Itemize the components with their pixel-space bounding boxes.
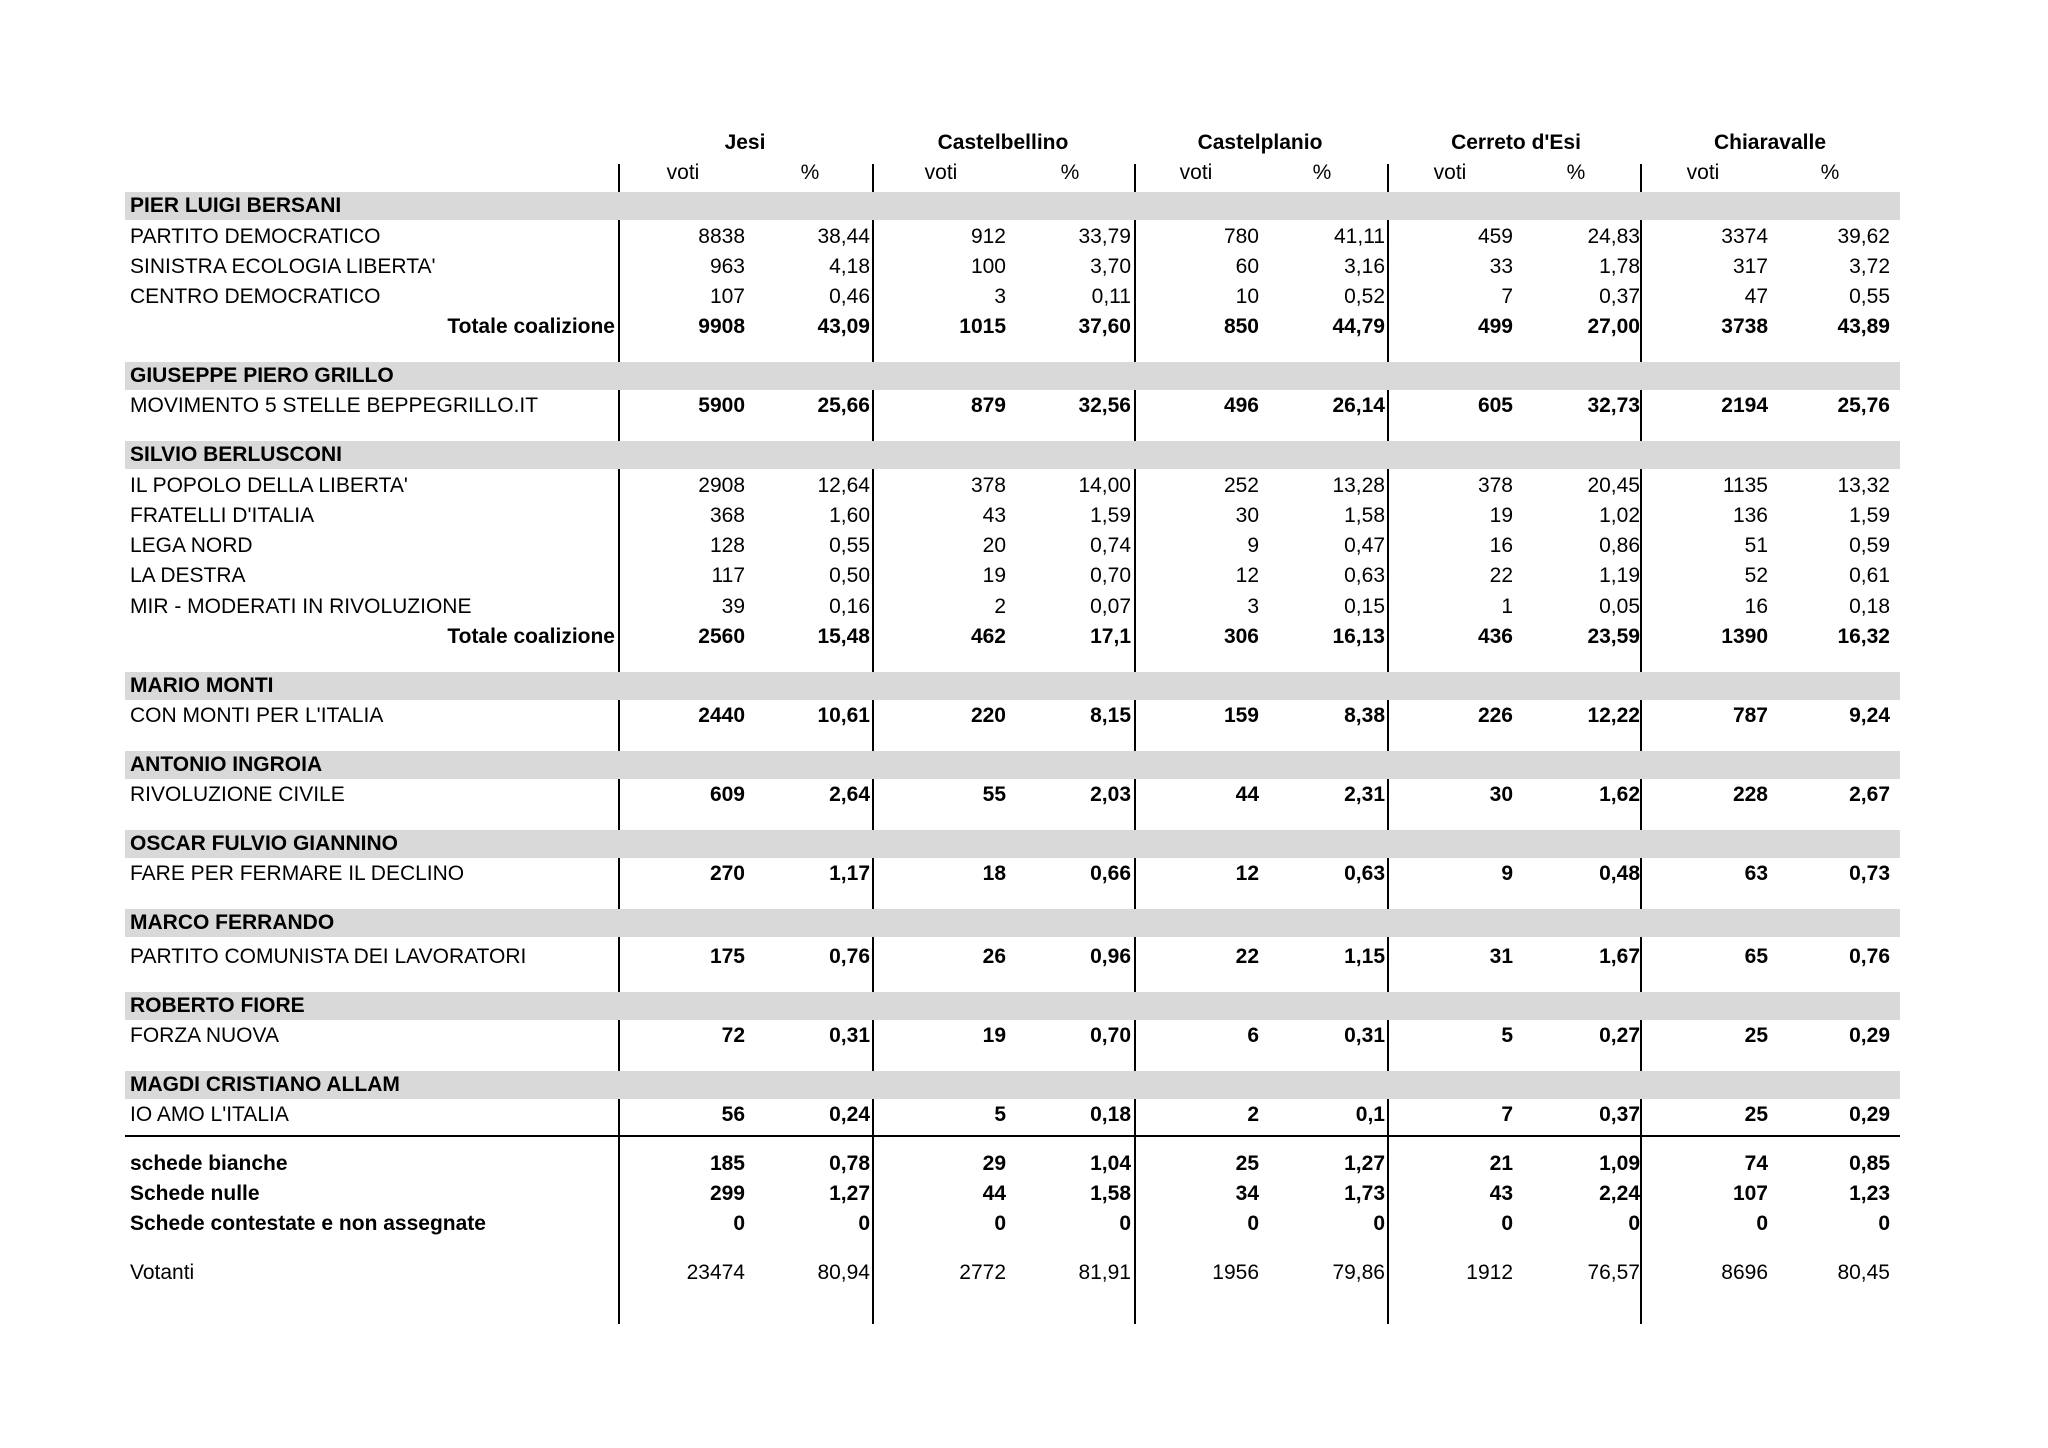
party-pct: 1,78 xyxy=(1599,255,1640,278)
party-votes: 8838 xyxy=(698,225,745,248)
candidate-name: ANTONIO INGROIA xyxy=(130,753,323,776)
party-votes: 26 xyxy=(982,945,1006,968)
party-votes: 175 xyxy=(709,945,745,968)
summary-votes: 25 xyxy=(1235,1152,1259,1175)
coalition-total-pct: 15,48 xyxy=(817,625,870,648)
candidate-band xyxy=(125,751,1900,779)
coalition-total-pct: 16,13 xyxy=(1332,625,1385,648)
party-pct: 0,70 xyxy=(1090,564,1131,587)
summary-label: schede bianche xyxy=(130,1152,288,1175)
coalition-total-label: Totale coalizione xyxy=(447,625,615,648)
summary-pct: 0 xyxy=(1119,1212,1131,1235)
party-name: FRATELLI D'ITALIA xyxy=(130,504,315,527)
votes-subheader: voti xyxy=(924,161,958,184)
party-name: RIVOLUZIONE CIVILE xyxy=(130,783,345,806)
party-pct: 0,52 xyxy=(1344,285,1385,308)
party-pct: 1,19 xyxy=(1599,564,1640,587)
summary-pct: 1,04 xyxy=(1090,1152,1131,1175)
party-votes: 2 xyxy=(1247,1103,1259,1126)
party-votes: 44 xyxy=(1235,783,1259,806)
summary-separator xyxy=(125,1135,1900,1137)
party-name: CENTRO DEMOCRATICO xyxy=(130,285,381,308)
party-votes: 317 xyxy=(1732,255,1768,278)
party-name: LA DESTRA xyxy=(130,564,246,587)
party-votes: 19 xyxy=(982,564,1006,587)
party-votes: 19 xyxy=(982,1024,1006,1047)
party-pct: 3,70 xyxy=(1090,255,1131,278)
votanti-votes: 1956 xyxy=(1212,1261,1259,1284)
coalition-total-votes: 306 xyxy=(1223,625,1259,648)
party-votes: 18 xyxy=(982,862,1006,885)
party-pct: 0,70 xyxy=(1090,1024,1131,1047)
party-pct: 0,86 xyxy=(1599,534,1640,557)
column-header: Jesi xyxy=(724,131,766,154)
party-pct: 0,61 xyxy=(1849,564,1890,587)
candidate-name: PIER LUIGI BERSANI xyxy=(130,194,342,217)
votanti-votes: 2772 xyxy=(959,1261,1006,1284)
party-pct: 1,15 xyxy=(1344,945,1385,968)
party-pct: 38,44 xyxy=(817,225,870,248)
summary-pct: 0,78 xyxy=(829,1152,870,1175)
party-pct: 0,48 xyxy=(1599,862,1640,885)
party-votes: 100 xyxy=(970,255,1006,278)
party-name: FORZA NUOVA xyxy=(130,1024,279,1047)
party-votes: 65 xyxy=(1744,945,1768,968)
party-votes: 5900 xyxy=(698,394,745,417)
party-pct: 14,00 xyxy=(1078,474,1131,497)
party-pct: 26,14 xyxy=(1332,394,1385,417)
summary-pct: 2,24 xyxy=(1599,1182,1640,1205)
column-separator xyxy=(872,164,874,1324)
pct-subheader: % xyxy=(1566,161,1586,184)
party-pct: 0,37 xyxy=(1599,285,1640,308)
party-name: MOVIMENTO 5 STELLE BEPPEGRILLO.IT xyxy=(130,394,539,417)
summary-votes: 0 xyxy=(994,1212,1006,1235)
summary-votes: 29 xyxy=(982,1152,1006,1175)
party-pct: 0,63 xyxy=(1344,862,1385,885)
party-votes: 912 xyxy=(970,225,1006,248)
party-pct: 0,16 xyxy=(829,595,870,618)
party-votes: 22 xyxy=(1235,945,1259,968)
summary-votes: 0 xyxy=(1501,1212,1513,1235)
party-pct: 3,72 xyxy=(1849,255,1890,278)
coalition-total-pct: 23,59 xyxy=(1587,625,1640,648)
party-votes: 12 xyxy=(1235,564,1259,587)
coalition-total-pct: 17,1 xyxy=(1090,625,1131,648)
party-votes: 3 xyxy=(994,285,1006,308)
party-name: PARTITO COMUNISTA DEI LAVORATORI xyxy=(130,945,527,968)
party-votes: 72 xyxy=(721,1024,745,1047)
party-votes: 3374 xyxy=(1721,225,1768,248)
pct-subheader: % xyxy=(1820,161,1840,184)
party-pct: 0,31 xyxy=(1344,1024,1385,1047)
party-votes: 43 xyxy=(982,504,1006,527)
party-pct: 0,1 xyxy=(1355,1103,1385,1126)
column-separator xyxy=(1134,164,1136,1324)
party-votes: 25 xyxy=(1744,1024,1768,1047)
party-pct: 13,32 xyxy=(1837,474,1890,497)
party-votes: 5 xyxy=(994,1103,1006,1126)
party-pct: 41,11 xyxy=(1334,225,1385,248)
party-pct: 0,59 xyxy=(1849,534,1890,557)
candidate-name: GIUSEPPE PIERO GRILLO xyxy=(130,364,394,387)
party-votes: 30 xyxy=(1235,504,1259,527)
column-header: Castelbellino xyxy=(937,131,1069,154)
party-votes: 2440 xyxy=(698,704,745,727)
party-name: MIR - MODERATI IN RIVOLUZIONE xyxy=(130,595,472,618)
party-votes: 25 xyxy=(1744,1103,1768,1126)
summary-votes: 21 xyxy=(1489,1152,1513,1175)
coalition-total-pct: 37,60 xyxy=(1078,315,1131,338)
column-header: Chiaravalle xyxy=(1713,131,1827,154)
party-pct: 39,62 xyxy=(1837,225,1890,248)
summary-votes: 43 xyxy=(1489,1182,1513,1205)
party-votes: 63 xyxy=(1744,862,1768,885)
coalition-total-pct: 44,79 xyxy=(1332,315,1385,338)
party-pct: 0,18 xyxy=(1849,595,1890,618)
party-pct: 8,38 xyxy=(1344,704,1385,727)
party-votes: 60 xyxy=(1235,255,1259,278)
coalition-total-pct: 27,00 xyxy=(1587,315,1640,338)
party-pct: 32,73 xyxy=(1587,394,1640,417)
party-votes: 496 xyxy=(1223,394,1259,417)
party-pct: 0,29 xyxy=(1849,1024,1890,1047)
party-votes: 107 xyxy=(709,285,745,308)
summary-pct: 0,85 xyxy=(1849,1152,1890,1175)
votanti-label: Votanti xyxy=(130,1261,195,1284)
party-votes: 2908 xyxy=(698,474,745,497)
party-votes: 10 xyxy=(1235,285,1259,308)
summary-pct: 0 xyxy=(1628,1212,1640,1235)
candidate-name: SILVIO BERLUSCONI xyxy=(130,443,342,466)
party-pct: 0,05 xyxy=(1599,595,1640,618)
votanti-votes: 1912 xyxy=(1466,1261,1513,1284)
candidate-name: ROBERTO FIORE xyxy=(130,994,305,1017)
party-votes: 2 xyxy=(994,595,1006,618)
party-pct: 10,61 xyxy=(817,704,870,727)
candidate-name: MARCO FERRANDO xyxy=(130,911,335,934)
party-votes: 2194 xyxy=(1721,394,1768,417)
party-pct: 1,62 xyxy=(1599,783,1640,806)
party-pct: 0,74 xyxy=(1090,534,1131,557)
party-votes: 12 xyxy=(1235,862,1259,885)
party-pct: 33,79 xyxy=(1078,225,1131,248)
party-pct: 12,22 xyxy=(1587,704,1640,727)
party-votes: 159 xyxy=(1223,704,1259,727)
party-pct: 0,50 xyxy=(829,564,870,587)
party-pct: 0,96 xyxy=(1090,945,1131,968)
coalition-total-pct: 43,09 xyxy=(817,315,870,338)
party-votes: 7 xyxy=(1501,1103,1513,1126)
party-name: SINISTRA ECOLOGIA LIBERTA' xyxy=(130,255,436,278)
party-pct: 0,66 xyxy=(1090,862,1131,885)
party-votes: 368 xyxy=(709,504,745,527)
party-name: LEGA NORD xyxy=(130,534,253,557)
summary-votes: 44 xyxy=(982,1182,1006,1205)
coalition-total-pct: 43,89 xyxy=(1837,315,1890,338)
party-votes: 3 xyxy=(1247,595,1259,618)
party-votes: 9 xyxy=(1247,534,1259,557)
party-votes: 7 xyxy=(1501,285,1513,308)
party-pct: 9,24 xyxy=(1849,704,1890,727)
party-pct: 0,63 xyxy=(1344,564,1385,587)
party-votes: 128 xyxy=(709,534,745,557)
column-header: Castelplanio xyxy=(1197,131,1323,154)
party-votes: 33 xyxy=(1489,255,1513,278)
party-votes: 879 xyxy=(970,394,1006,417)
pct-subheader: % xyxy=(1060,161,1080,184)
votes-subheader: voti xyxy=(1433,161,1467,184)
votanti-pct: 79,86 xyxy=(1332,1261,1385,1284)
coalition-total-votes: 3738 xyxy=(1721,315,1768,338)
party-pct: 0,29 xyxy=(1849,1103,1890,1126)
coalition-total-votes: 850 xyxy=(1223,315,1259,338)
party-pct: 1,58 xyxy=(1344,504,1385,527)
party-votes: 39 xyxy=(721,595,745,618)
coalition-total-pct: 16,32 xyxy=(1837,625,1890,648)
party-votes: 1135 xyxy=(1722,474,1768,497)
party-pct: 0,76 xyxy=(1849,945,1890,968)
party-pct: 20,45 xyxy=(1587,474,1640,497)
summary-votes: 0 xyxy=(1756,1212,1768,1235)
votanti-pct: 76,57 xyxy=(1587,1261,1640,1284)
coalition-total-votes: 2560 xyxy=(698,625,745,648)
party-votes: 252 xyxy=(1223,474,1259,497)
party-pct: 0,24 xyxy=(829,1103,870,1126)
party-pct: 2,64 xyxy=(829,783,870,806)
summary-pct: 1,73 xyxy=(1344,1182,1385,1205)
party-pct: 24,83 xyxy=(1587,225,1640,248)
coalition-total-votes: 499 xyxy=(1477,315,1513,338)
party-votes: 31 xyxy=(1489,945,1513,968)
votanti-pct: 80,45 xyxy=(1837,1261,1890,1284)
summary-votes: 0 xyxy=(1247,1212,1259,1235)
summary-pct: 1,27 xyxy=(829,1182,870,1205)
summary-pct: 1,09 xyxy=(1599,1152,1640,1175)
summary-votes: 299 xyxy=(709,1182,745,1205)
party-pct: 25,76 xyxy=(1837,394,1890,417)
candidate-name: MARIO MONTI xyxy=(130,674,274,697)
coalition-total-label: Totale coalizione xyxy=(447,315,615,338)
candidate-name: MAGDI CRISTIANO ALLAM xyxy=(130,1073,400,1096)
party-pct: 0,37 xyxy=(1599,1103,1640,1126)
party-votes: 220 xyxy=(970,704,1006,727)
party-pct: 0,27 xyxy=(1599,1024,1640,1047)
column-separator xyxy=(618,164,620,1324)
party-pct: 0,55 xyxy=(1849,285,1890,308)
summary-label: Schede nulle xyxy=(130,1182,260,1205)
party-votes: 52 xyxy=(1744,564,1768,587)
party-pct: 8,15 xyxy=(1090,704,1131,727)
party-votes: 378 xyxy=(970,474,1006,497)
summary-pct: 0 xyxy=(1878,1212,1890,1235)
party-pct: 13,28 xyxy=(1332,474,1385,497)
coalition-total-votes: 9908 xyxy=(698,315,745,338)
party-pct: 25,66 xyxy=(817,394,870,417)
party-votes: 5 xyxy=(1501,1024,1513,1047)
votes-subheader: voti xyxy=(1179,161,1213,184)
party-votes: 16 xyxy=(1489,534,1513,557)
summary-pct: 0 xyxy=(858,1212,870,1235)
party-votes: 228 xyxy=(1732,783,1768,806)
party-pct: 12,64 xyxy=(817,474,870,497)
party-pct: 0,31 xyxy=(829,1024,870,1047)
pct-subheader: % xyxy=(800,161,820,184)
party-pct: 0,07 xyxy=(1090,595,1131,618)
party-votes: 609 xyxy=(709,783,745,806)
party-pct: 1,59 xyxy=(1849,504,1890,527)
party-votes: 55 xyxy=(982,783,1006,806)
votanti-pct: 80,94 xyxy=(817,1261,870,1284)
party-pct: 0,11 xyxy=(1091,285,1131,308)
party-pct: 0,55 xyxy=(829,534,870,557)
candidate-band xyxy=(125,672,1900,700)
party-votes: 226 xyxy=(1477,704,1513,727)
votanti-pct: 81,91 xyxy=(1078,1261,1131,1284)
summary-pct: 0 xyxy=(1373,1212,1385,1235)
votes-subheader: voti xyxy=(1686,161,1720,184)
party-votes: 47 xyxy=(1744,285,1768,308)
party-votes: 378 xyxy=(1477,474,1513,497)
party-votes: 6 xyxy=(1247,1024,1259,1047)
party-name: PARTITO DEMOCRATICO xyxy=(130,225,381,248)
candidate-band xyxy=(125,441,1900,469)
coalition-total-votes: 436 xyxy=(1477,625,1513,648)
party-votes: 20 xyxy=(982,534,1006,557)
party-name: IO AMO L'ITALIA xyxy=(130,1103,289,1126)
party-name: CON MONTI PER L'ITALIA xyxy=(130,704,384,727)
party-pct: 0,15 xyxy=(1344,595,1385,618)
party-votes: 136 xyxy=(1732,504,1768,527)
candidate-band xyxy=(125,992,1900,1020)
party-pct: 2,31 xyxy=(1344,783,1385,806)
candidate-band xyxy=(125,192,1900,220)
coalition-total-votes: 1015 xyxy=(959,315,1006,338)
party-votes: 56 xyxy=(721,1103,745,1126)
column-header: Cerreto d'Esi xyxy=(1451,131,1581,154)
party-votes: 787 xyxy=(1732,704,1768,727)
party-pct: 2,67 xyxy=(1849,783,1890,806)
party-votes: 117 xyxy=(711,564,745,587)
party-pct: 0,76 xyxy=(829,945,870,968)
coalition-total-votes: 1390 xyxy=(1721,625,1768,648)
summary-pct: 1,27 xyxy=(1344,1152,1385,1175)
party-pct: 4,18 xyxy=(829,255,870,278)
party-votes: 16 xyxy=(1744,595,1768,618)
party-pct: 3,16 xyxy=(1344,255,1385,278)
votanti-votes: 23474 xyxy=(686,1261,745,1284)
party-name: IL POPOLO DELLA LIBERTA' xyxy=(130,474,408,497)
party-pct: 32,56 xyxy=(1078,394,1131,417)
summary-votes: 107 xyxy=(1732,1182,1768,1205)
column-separator xyxy=(1640,164,1642,1324)
party-votes: 605 xyxy=(1477,394,1513,417)
party-votes: 963 xyxy=(709,255,745,278)
summary-pct: 1,58 xyxy=(1090,1182,1131,1205)
party-votes: 30 xyxy=(1489,783,1513,806)
party-pct: 1,02 xyxy=(1599,504,1640,527)
column-separator xyxy=(1387,164,1389,1324)
party-pct: 1,59 xyxy=(1090,504,1131,527)
summary-votes: 185 xyxy=(709,1152,745,1175)
party-votes: 19 xyxy=(1489,504,1513,527)
pct-subheader: % xyxy=(1312,161,1332,184)
party-pct: 0,18 xyxy=(1090,1103,1131,1126)
party-pct: 1,60 xyxy=(829,504,870,527)
summary-votes: 74 xyxy=(1744,1152,1768,1175)
party-pct: 2,03 xyxy=(1090,783,1131,806)
party-votes: 270 xyxy=(709,862,745,885)
party-pct: 0,73 xyxy=(1849,862,1890,885)
party-pct: 1,67 xyxy=(1599,945,1640,968)
party-pct: 1,17 xyxy=(829,862,870,885)
candidate-band xyxy=(125,909,1900,937)
votes-subheader: voti xyxy=(666,161,700,184)
party-pct: 0,47 xyxy=(1344,534,1385,557)
summary-votes: 34 xyxy=(1235,1182,1259,1205)
party-votes: 51 xyxy=(1744,534,1768,557)
party-votes: 22 xyxy=(1489,564,1513,587)
party-pct: 0,46 xyxy=(829,285,870,308)
candidate-name: OSCAR FULVIO GIANNINO xyxy=(130,832,398,855)
summary-pct: 1,23 xyxy=(1849,1182,1890,1205)
coalition-total-votes: 462 xyxy=(970,625,1006,648)
party-votes: 780 xyxy=(1223,225,1259,248)
party-votes: 459 xyxy=(1477,225,1513,248)
summary-label: Schede contestate e non assegnate xyxy=(130,1212,486,1235)
party-votes: 1 xyxy=(1501,595,1513,618)
party-votes: 9 xyxy=(1501,862,1513,885)
summary-votes: 0 xyxy=(733,1212,745,1235)
votanti-votes: 8696 xyxy=(1721,1261,1768,1284)
party-name: FARE PER FERMARE IL DECLINO xyxy=(130,862,465,885)
